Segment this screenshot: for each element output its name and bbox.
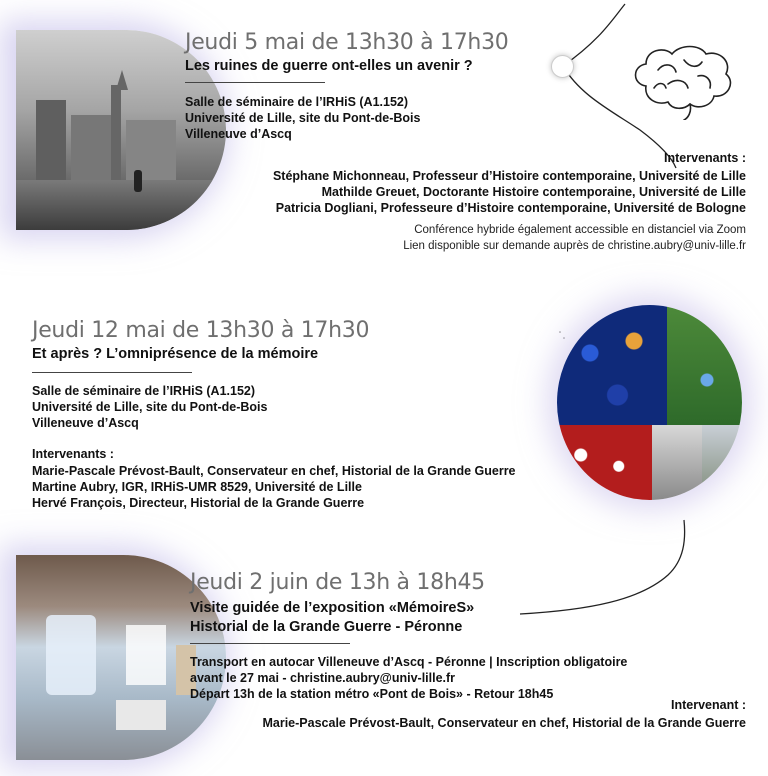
venue-line: Salle de séminaire de l’IRHiS (A1.152): [185, 95, 409, 109]
event-1-speakers: [273, 150, 746, 254]
event-2-speakers: [32, 446, 516, 511]
venue-line: Université de Lille, site du Pont-de-Bois: [32, 400, 268, 414]
event-1-venue: [185, 94, 420, 142]
event-1-date: Jeudi 5 mai de 13h30 à 17h30: [185, 30, 509, 55]
event-3-title-line-2: Historial de la Grande Guerre - Péronne: [190, 619, 463, 635]
memory-collage-photo: [557, 305, 742, 500]
event-3-title-line-1: Visite guidée de l’exposition «MémoireS»: [190, 600, 475, 616]
speaker-line: Patricia Dogliani, Professeure d’Histoire contemporaine, Université de Bologne: [275, 201, 746, 215]
venue-line: Salle de séminaire de l’IRHiS (A1.152): [32, 384, 256, 398]
event-2-venue: [32, 383, 267, 431]
venue-line: Université de Lille, site du Pont-de-Bois: [185, 111, 421, 125]
speakers-label: Intervenants :: [664, 151, 746, 165]
event-2-title: Et après ? L’omniprésence de la mémoire: [32, 346, 319, 362]
speaker-line: Hervé François, Directeur, Historial de la Grande Guerre: [32, 496, 365, 510]
speaker-line: Marie-Pascale Prévost-Bault, Conservateur en chef, Historial de la Grande Guerre: [32, 464, 516, 478]
brain-icon: [628, 40, 738, 120]
speakers-label: Intervenants :: [32, 447, 114, 461]
event-3-date: Jeudi 2 juin de 13h à 18h45: [190, 570, 485, 595]
event-1-title: Les ruines de guerre ont-elles un avenir ?: [185, 58, 473, 74]
event-3-details: [190, 654, 627, 702]
detail-line: Départ 13h de la station métro «Pont de Bois» - Retour 18h45: [190, 687, 554, 701]
detail-line: Transport en autocar Villeneuve d’Ascq - Péronne | Inscription obligatoire: [190, 655, 628, 669]
event-1-divider: [185, 82, 325, 83]
venue-line: Villeneuve d’Ascq: [32, 416, 139, 430]
note-line: Lien disponible sur demande auprès de christine.aubry@univ-lille.fr: [403, 240, 746, 252]
detail-line: avant le 27 mai - christine.aubry@univ-lille.fr: [190, 671, 456, 685]
bullet-dot: [551, 55, 574, 78]
note-line: Conférence hybride également accessible en distanciel via Zoom: [414, 224, 746, 236]
event-3-divider: [190, 643, 350, 644]
speakers-label: Intervenant :: [670, 698, 746, 712]
venue-line: Villeneuve d’Ascq: [185, 127, 292, 141]
speaker-line: Marie-Pascale Prévost-Bault, Conservateur en chef, Historial de la Grande Guerre: [262, 716, 746, 730]
speaker-line: Stéphane Michonneau, Professeur d’Histoire contemporaine, Université de Lille: [272, 169, 746, 183]
event-2-date: Jeudi 12 mai de 13h30 à 17h30: [32, 318, 370, 343]
speaker-line: Mathilde Greuet, Doctorante Histoire contemporaine, Université de Lille: [321, 185, 746, 199]
speaker-line: Martine Aubry, IGR, IRHiS-UMR 8529, Université de Lille: [32, 480, 362, 494]
event-3-speakers: [262, 697, 746, 731]
event-2-divider: [32, 372, 192, 373]
